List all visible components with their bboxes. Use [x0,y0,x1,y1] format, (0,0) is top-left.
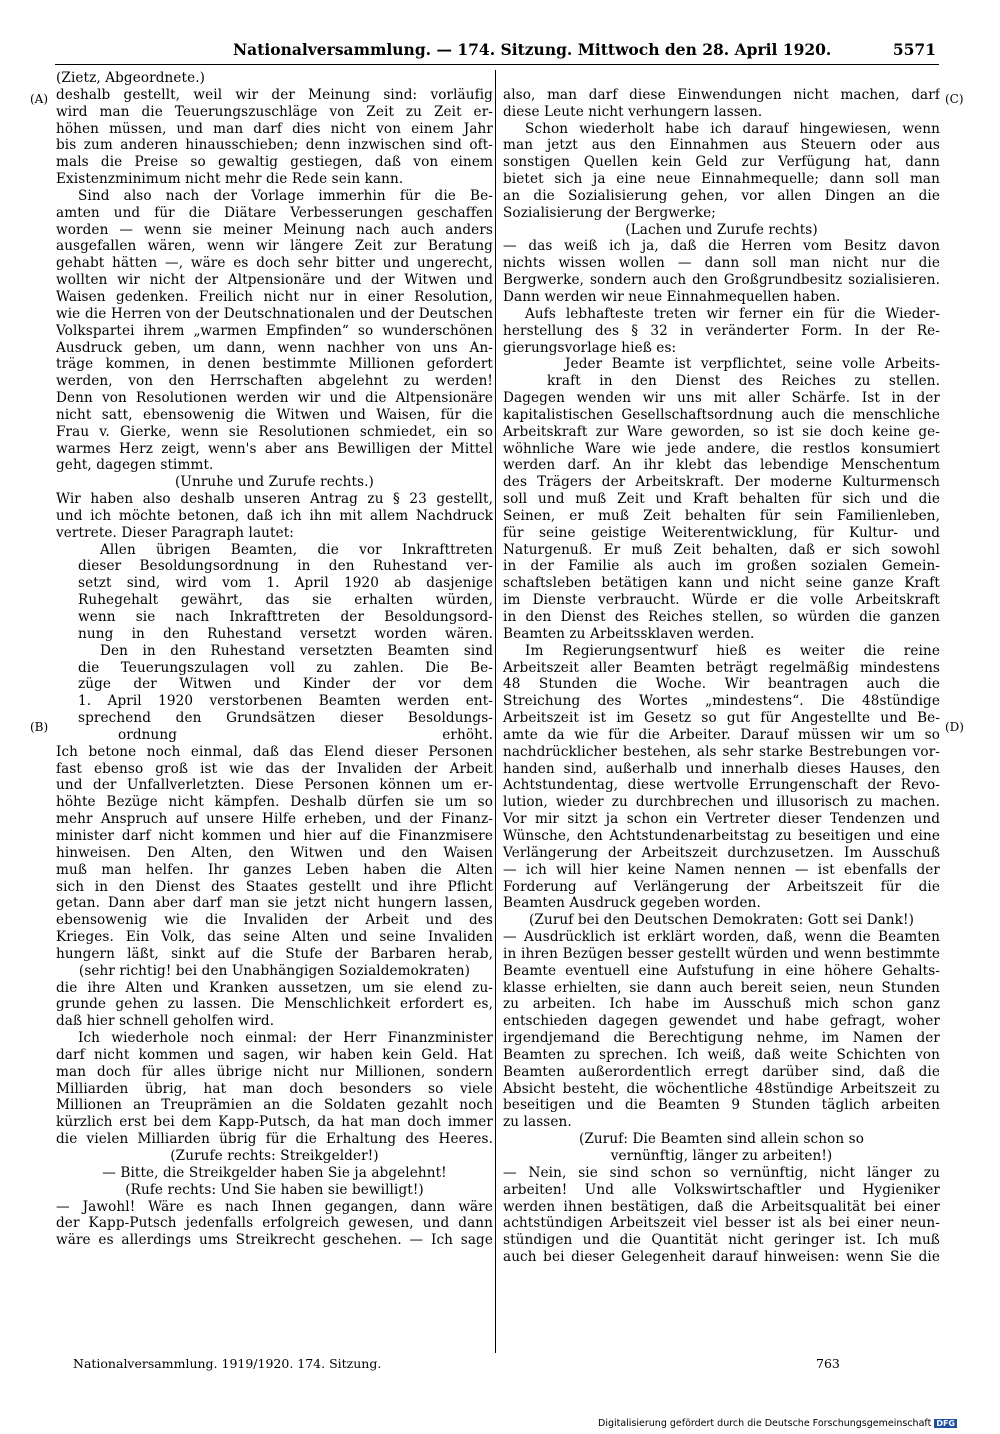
left-column-line: Krieges. Ein Volk, das seine Alten und seine Invaliden [56,929,493,946]
right-column-line: bietet sich ja eine neue Einnahmequelle; dann soll man [503,171,940,188]
left-column-line: setzt sind, wird vom 1. April 1920 ab dasjenige [78,575,493,592]
left-column-line: der Kapp-Putsch jedenfalls erfolgreich gewesen, und dann [56,1215,493,1232]
left-column-line: und der Unfallverletzten. Diese Personen können um er- [56,777,493,794]
left-column-line: Frau v. Gierke, wenn sie Resolutionen schmiedet, ein so [56,423,493,440]
right-column-line: beseitigen und die Beamten 9 Stunden täglich arbeiten [503,1097,940,1114]
left-column-line: (Zurufe rechts: Streikgelder!) [170,1148,379,1164]
left-column-line: träge kommen, in denen bestimmte Millionen gefordert [56,356,493,373]
right-column-line: arbeiten! Und alle Volkswirtschaftler und Hygieniker [503,1181,940,1198]
left-column-line: getan. Dann aber darf man sie jetzt nicht hungern lassen, [56,895,493,912]
left-column-line: Waisen gedenken. Freilich nicht nur in einer Resolution, [56,288,493,305]
right-column-line: vernünftig, länger zu arbeiten!) [610,1148,833,1164]
left-column-line: wird man die Teuerungszuschläge von Zeit zu Zeit er- [56,103,493,120]
right-column-line: in ihren Bezügen besser gestellt würden und wenn bestimmte [503,945,940,962]
right-column-line: Im Regierungsentwurf hieß es weiter die reine [525,642,940,659]
header-rule [55,64,939,65]
left-column-line: höhte Bezüge nicht kämpfen. Deshalb dürfen sie um so [56,794,493,811]
left-column-line: nung in den Ruhestand versetzt worden wären. [78,625,493,642]
right-column-line: soll und muß Zeit und Kraft behalten für sich und die [503,491,940,508]
left-column-line: sprechend den Grundsätzen dieser Besoldungs- [78,710,493,727]
left-column-line: — Jawohl! Wäre es nach Ihnen gegangen, dann wäre [56,1198,493,1215]
left-column-line: die Teuerungszulagen voll zu zahlen. Die Be- [78,659,493,676]
right-column-line: gierungsvorlage hieß es: [503,339,677,356]
right-column-line: kraft in den Dienst des Reiches zu stellen. [547,373,940,390]
left-column-line: die vielen Milliarden übrig für die Erhaltung des Heeres. [56,1131,493,1148]
right-column-line: des Trägers der Arbeitskraft. Der moderne Kulturmensch [503,474,940,491]
right-column-line: Dagegen wenden wir uns mit aller Schärfe. Ist in der [503,390,940,407]
right-column-line: Arbeitszeit ist im Gesetz so gut für Angestellte und Be- [503,710,940,727]
header-page-number: 5571 [892,40,936,59]
left-column-line: (Zietz, Abgeordnete.) [56,70,206,86]
right-column-line: klasse erhielten, sie dann auch bereit seien, neun Stunden [503,979,940,996]
left-column-line: mehr Anspruch auf unsere Hilfe erheben, und der Finanz- [56,811,493,828]
right-column-line: diese Leute nicht verhungern lassen. [503,103,763,120]
left-column-line: kürzlich erst bei dem Kapp-Putsch, da hat man doch immer [56,1114,493,1131]
left-column-line: Ich wiederhole noch einmal: der Herr Finanzminister [78,1030,493,1047]
left-column-line: Millionen an Treuprämien an die Soldaten gezahlt noch [56,1097,493,1114]
left-column-line: wenn sie nach Inkrafttreten der Besoldungsord- [78,609,493,625]
right-column-line: Schon wiederholt habe ich darauf hingewiesen, wenn [525,120,940,137]
left-column-line: man doch für alles übrige nicht nur Millionen, sondern [56,1063,493,1080]
left-column-line: dieser Besoldungsordnung in den Ruhestand ver- [78,558,493,575]
left-column-line: die ihre Alten und Kranken aussetzen, um sie elend zu- [56,979,493,996]
right-column-line: in den Dienst des Reiches stellen, so würden die ganzen [503,609,940,625]
left-column-line: ausgefallen wären, wenn wir längere Zeit zur Beratung [56,238,493,255]
credit-text: Digitalisierung gefördert durch die Deutsche Forschungsgemeinschaft [598,1418,932,1429]
right-column-line: Jeder Beamte ist verpflichtet, seine volle Arbeits- [565,356,940,373]
right-column-line [503,70,940,87]
dfg-logo: DFG [936,1419,955,1428]
left-column-line: sich in den Dienst des Staates gestellt und ihre Pflicht [56,878,493,895]
right-column-line: Streichung des Wortes „mindestens“. Die 48stündige [503,693,940,710]
right-column-line: also, man darf diese Einwendungen nicht machen, darf [503,86,940,103]
left-column-line: Existenzminimum nicht mehr die Rede sein kann. [56,171,404,188]
left-column-line: Allen übrigen Beamten, die vor Inkrafttreten [100,541,493,558]
right-column-line: nichts wissen wollen — dann soll man nicht nur die [503,255,940,272]
right-column-line: lution, wieder zu durchbrechen und illusorisch zu machen. [503,794,940,811]
left-column-line: Den in den Ruhestand versetzten Beamten sind [100,642,493,659]
left-column-line: höhen müssen, und man darf dies nicht von einem Jahr [56,120,493,137]
right-column-line: sonstigen Quellen kein Geld zur Verfügung hat, dann [503,154,940,171]
left-column-line: Denn von Resolutionen werden wir und die Altpensionäre [56,390,493,407]
left-column-line: werden, von den Herrschaften abgelehnt zu werden! [56,373,493,390]
right-column-line: schaftsleben betätigen kann und nicht seine ganze Kraft [503,575,940,592]
left-column-line: Ruhegehalt gewährt, das sie erhalten würden, [78,592,493,609]
left-column-line: bis zum anderen hinausschieben; denn inzwischen sind oft- [56,137,493,154]
left-column-line: ordnung erhöht. [118,726,493,743]
left-column-line: (sehr richtig! bei den Unabhängigen Sozialdemokraten) [78,962,471,979]
right-column-line: man jetzt aus den Einnahmen aus Steuern oder aus [503,137,940,154]
left-column-line: Milliarden übrig, hat man doch besonders so viele [56,1080,493,1097]
right-column-line: (Zuruf: Die Beamten sind allein schon so [578,1131,865,1148]
left-column-line: wäre es allerdings ums Streikrecht geschehen. — Ich sage [56,1232,493,1249]
right-column-line: (Lachen und Zurufe rechts) [625,221,818,238]
right-column-line: Achtstundentag, diese wertvolle Errungenschaft der Revo- [503,777,940,794]
right-column-line: werden darf. An ihr klebt das lebendige Menschentum [503,457,940,474]
left-column-line: 1. April 1920 verstorbenen Beamten werden ent- [78,693,493,710]
right-column-line: irgendjemand die Berechtigung nehme, im Namen der [503,1030,940,1047]
left-column-line: Volkspartei ihrem „warmen Empfinden“ so wunderschönen [56,322,493,339]
left-column-line: ebensowenig wie die Invaliden der Arbeit und des [56,912,493,929]
right-column-line: zu arbeiten. Ich habe im Ausschuß mich schon ganz [503,996,940,1013]
right-column-line: — Nein, sie sind schon so vernünftig, nicht länger zu [503,1164,940,1181]
digitization-credit [598,1418,957,1429]
right-column-line: wöhnliche Ware wie jede andere, die restlos konsumiert [503,440,940,457]
column-separator [495,70,496,1353]
left-column-line: amten und für die Diätare Verbesserungen geschaffen [56,204,493,221]
left-text-column [56,70,493,1355]
left-column-line: fast ebenso groß ist wie das der Invaliden der Arbeit [56,760,493,777]
right-column-line: (Zuruf bei den Deutschen Demokraten: Gott sei Dank!) [529,912,914,929]
right-column-line: Arbeitszeit aller Beamten beträgt regelmäßig mindestens [503,659,940,676]
left-column-line: Sind also nach der Vorlage immerhin für die Be- [78,187,493,204]
right-column-line: nachdrücklicher bestehen, als sehr starke Bestrebungen vor- [503,743,940,760]
right-column-line: Arbeitskraft zur Ware geworden, so ist sie doch keine ge- [503,423,940,440]
left-column-line: warmes Herz zeigt, wenn's aber ans Bewilligen der Mittel [56,440,493,457]
left-column-line: gehabt hätten —, wäre es doch sehr bitter und ungerecht, [56,255,493,272]
right-column-line: 48 Stunden die Woche. Wir beantragen auch die [503,676,940,693]
right-column-line: stündigen und die Quantität nicht geringer ist. Ich muß [503,1232,940,1249]
right-column-line: für seine geistige Weiterentwicklung, für Kultur- und [503,524,940,541]
right-column-line: Seinen, er muß Zeit behalten für sein Familienleben, [503,507,940,524]
left-column-line: worden — wenn sie meiner Meinung nach auch anders [56,221,493,238]
left-column-line: züge der Witwen und Kinder der vor dem [78,676,493,693]
right-column-line: entschieden dagegen gewendet und habe gefragt, woher [503,1013,940,1030]
right-column-line: — das weiß ich ja, daß die Herren vom Besitz davon [503,238,940,255]
margin-mark-a: (A) [30,92,49,106]
left-column-line: Ausdruck geben, um dann, wenn nachher von uns An- [56,339,493,356]
left-column-line: deshalb gestellt, weil wir der Meinung sind: vorläufig [56,86,493,103]
right-column-line: werden ihnen bestätigen, daß die Arbeitsqualität bei einer [503,1198,940,1215]
right-column-line: handen sind, außerhalb und innerhalb dieses Hauses, den [503,760,940,777]
right-column-line: Beamten Ausdruck gegeben worden. [503,895,761,912]
right-column-line: zu lassen. [503,1114,572,1131]
left-column-line: (Unruhe und Zurufe rechts.) [175,474,374,491]
right-column-line: herstellung des § 32 in veränderter Form. In der Re- [503,322,940,339]
right-column-line: Wünsche, den Achtstundenarbeitstag zu beseitigen und eine [503,827,940,844]
right-column-line: an die Sozialisierung gehen, vor allen Dingen an die [503,187,940,204]
right-column-line: Naturgenuß. Er muß Zeit behalten, daß er sich sowohl [503,541,940,558]
left-column-line: hungern läßt, sinkt auf die Stufe der Barbaren herab, [56,945,493,962]
left-column-line: minister darf nicht kommen und hier auf die Finanzmisere [56,827,493,844]
left-column-line: darf nicht kommen und sagen, wir haben kein Geld. Hat [56,1046,493,1063]
left-column-line: Ich betone noch einmal, daß das Elend dieser Personen [56,743,493,760]
left-column-line: vertrete. Dieser Paragraph lautet: [56,524,294,541]
right-column-line: Forderung auf Verlängerung der Arbeitszeit für die [503,878,940,895]
right-column-line: Beamten zu sprechen. Ich weiß, daß weite Schichten von [503,1046,940,1063]
right-column-line: Sozialisierung der Bergwerke; [503,204,716,221]
page-header [58,40,936,66]
right-column-line: — Ausdrücklich ist erklärt worden, daß, wenn die Beamten [503,929,940,946]
margin-mark-b: (B) [30,720,49,734]
left-column-line: wie die Herren von der Deutschnationalen und der Deutschen [56,305,493,322]
footer-page-number: 763 [816,1356,840,1371]
right-column-line: amte da wie für die Arbeiter. Darauf müssen wir um so [503,726,940,743]
right-column-line: in der Familie als auch im großen sozialen Gemein- [503,558,940,575]
right-column-line: Absicht besteht, die wöchentliche 48stündige Arbeitszeit zu [503,1080,940,1097]
right-column-line: Verlängerung der Arbeitszeit durchzusetzen. Im Ausschuß [503,844,940,861]
right-column-line: kapitalistischen Gesellschaftsordnung auch die menschliche [503,406,940,423]
left-column-line: wollten wir nicht der Altpensionäre und der Witwen und [56,272,493,289]
right-column-line: auch bei dieser Gelegenheit darauf hinweisen: wenn Sie die [503,1249,940,1266]
left-column-line: muß man helfen. Ihr ganzes Leben haben die Alten [56,861,493,878]
right-column-line: Vor mir sitzt ja schon ein Vertreter dieser Tendenzen und [503,811,940,828]
header-title: Nationalversammlung. — 174. Sitzung. Mittwoch den 28. April 1920. [233,40,832,59]
right-column-line: Beamten außerordentlich erregt darüber sind, daß die [503,1063,940,1080]
right-column-line: Aufs lebhafteste treten wir ferner ein für die Wieder- [525,305,940,322]
left-column-line: — Bitte, die Streikgelder haben Sie ja abgelehnt! [102,1164,447,1181]
left-column-line: und ich möchte betonen, daß ich ihn mit allem Nachdruck [56,507,493,524]
right-text-column [503,70,940,1355]
left-column-line: hinweisen. Den Alten, den Witwen und den Waisen [56,844,493,861]
left-column-line: geht, dagegen stimmt. [56,457,214,474]
left-column-line: daß hier schnell geholfen wird. [56,1013,275,1030]
margin-mark-c: (C) [945,92,964,106]
right-column-line: Beamten zu Arbeitssklaven werden. [503,625,755,642]
left-column-line: mals die Preise so gewaltig gestiegen, daß von einem [56,154,493,171]
footer-publication: Nationalversammlung. 1919/1920. 174. Sitzung. [73,1356,382,1371]
margin-mark-d: (D) [945,720,964,734]
right-column-line: im Dienste verbraucht. Würde er die volle Arbeitskraft [503,592,940,609]
right-column-line: achtstündigen Arbeitszeit viel besser ist als bei einer neun- [503,1215,940,1232]
right-column-line: — ich will hier keine Namen nennen — ist ebenfalls der [503,861,940,878]
left-column-line: (Rufe rechts: Und Sie haben sie bewilligt!) [125,1181,424,1198]
left-column-line: grunde gehen zu lassen. Die Menschlichkeit erfordert es, [56,996,493,1013]
right-column-line: Bergwerke, sondern auch den Großgrundbesitz sozialisieren. [503,272,940,289]
right-column-line: Beamte eventuell eine Aufstufung in eine höhere Gehalts- [503,962,940,979]
left-column-line: nicht satt, ebensowenig die Witwen und Waisen, für die [56,406,493,423]
left-column-line: Wir haben also deshalb unseren Antrag zu § 23 gestellt, [56,491,493,508]
right-column-line: Dann werden wir neue Einnahmequellen haben. [503,288,841,305]
